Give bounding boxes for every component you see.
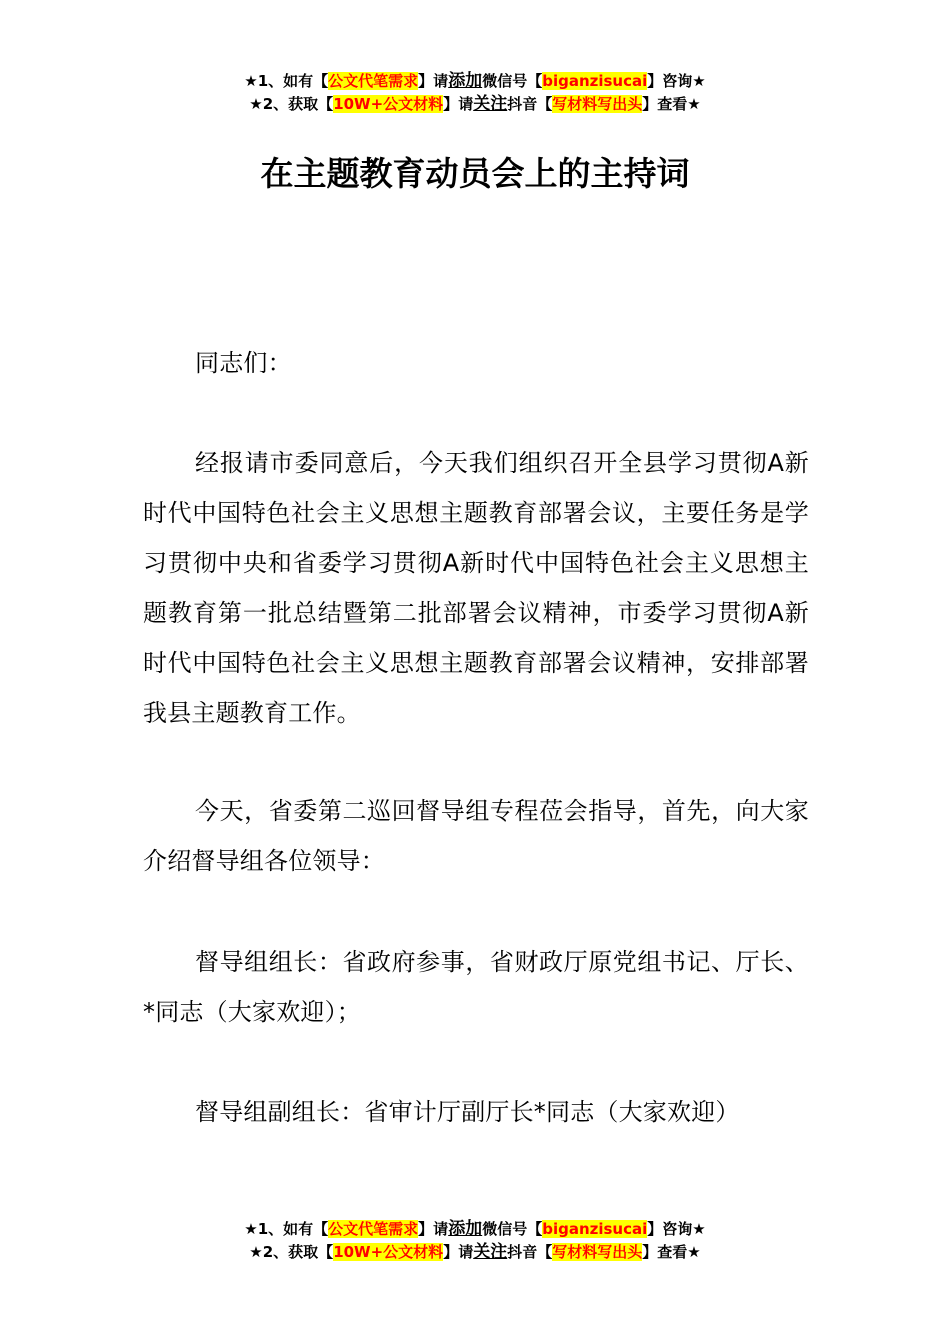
footer-banner bbox=[0, 1218, 950, 1264]
banner-line-1 bbox=[0, 1218, 950, 1241]
banner-highlight: biganzisucai bbox=[542, 72, 648, 90]
paragraph-intro bbox=[143, 438, 809, 738]
paragraph-deputy-leader bbox=[143, 1087, 809, 1137]
paragraph-text: 经报请市委同意后，今天我们组织召开全县学习贯彻A新时代中国特色社会主义思想主题教育部署会议，主要任务是学习贯彻中央和省委学习贯彻A新时代中国特色社会主义思想主题教育第一批总结暨第二批部署会议精神，市委学习贯彻A新时代中国特色社会主义思想主题教育部署会议精神，安排部署我县主题教育工作。 bbox=[143, 449, 809, 727]
document-title: 在主题教育动员会上的主持词 bbox=[260, 154, 690, 193]
banner-emphasis: 关注 bbox=[473, 1242, 508, 1262]
paragraph-text: 督导组副组长：省审计厅副厅长*同志（大家欢迎） bbox=[195, 1098, 740, 1126]
paragraph-text: 督导组组长：省政府参事，省财政厅原党组书记、厅长、*同志（大家欢迎）； bbox=[143, 948, 809, 1026]
banner-highlight: 10W+公文材料 bbox=[333, 95, 444, 113]
header-banner bbox=[0, 70, 950, 116]
paragraph-guidance bbox=[143, 786, 809, 886]
banner-highlight: 10W+公文材料 bbox=[333, 1243, 444, 1261]
banner-line-1 bbox=[0, 70, 950, 93]
banner-text: ★1、如有【 bbox=[244, 72, 329, 90]
banner-emphasis: 添加 bbox=[448, 1219, 483, 1239]
banner-highlight: 写材料写出头 bbox=[552, 95, 643, 113]
banner-line-2 bbox=[0, 93, 950, 116]
banner-emphasis: 添加 bbox=[448, 71, 483, 91]
paragraph-greeting bbox=[143, 338, 809, 388]
paragraph-group-leader bbox=[143, 937, 809, 1037]
banner-emphasis: 关注 bbox=[473, 94, 508, 114]
banner-text: 】查看★ bbox=[642, 95, 701, 113]
banner-text: 】咨询★ bbox=[647, 72, 706, 90]
banner-text: 抖音【 bbox=[507, 1243, 553, 1261]
banner-highlight: biganzisucai bbox=[542, 1220, 648, 1238]
banner-text: ★2、获取【 bbox=[249, 95, 334, 113]
banner-text: 】查看★ bbox=[642, 1243, 701, 1261]
banner-text: 】请 bbox=[418, 72, 449, 90]
banner-text: 】请 bbox=[443, 1243, 474, 1261]
paragraph-text: 今天，省委第二巡回督导组专程莅会指导，首先，向大家介绍督导组各位领导： bbox=[143, 797, 809, 875]
banner-highlight: 公文代笔需求 bbox=[328, 1220, 419, 1238]
paragraph-text: 同志们： bbox=[195, 349, 292, 377]
banner-text: ★1、如有【 bbox=[244, 1220, 329, 1238]
banner-text: 】请 bbox=[418, 1220, 449, 1238]
banner-highlight: 公文代笔需求 bbox=[328, 72, 419, 90]
banner-text: 】咨询★ bbox=[647, 1220, 706, 1238]
banner-line-2 bbox=[0, 1241, 950, 1264]
banner-text: 】请 bbox=[443, 95, 474, 113]
banner-text: 微信号【 bbox=[482, 72, 543, 90]
banner-text: 微信号【 bbox=[482, 1220, 543, 1238]
banner-highlight: 写材料写出头 bbox=[552, 1243, 643, 1261]
banner-text: 抖音【 bbox=[507, 95, 553, 113]
banner-text: ★2、获取【 bbox=[249, 1243, 334, 1261]
